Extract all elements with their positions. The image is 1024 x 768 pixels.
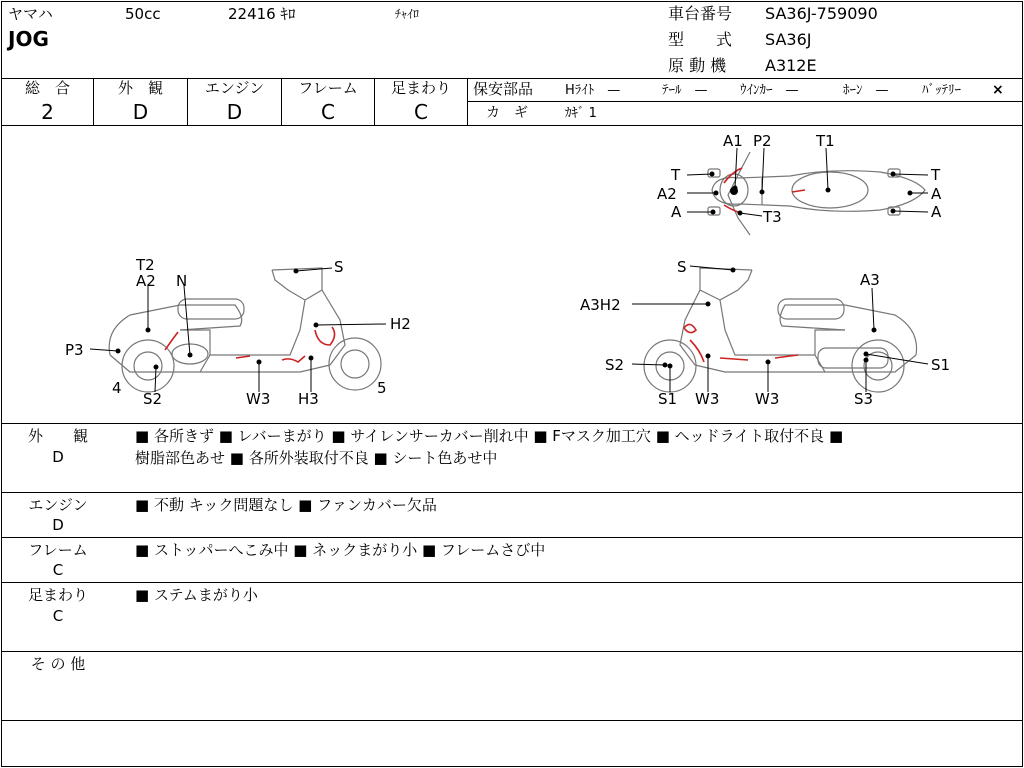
note-engine-label: エンジン	[28, 496, 88, 514]
frame-no-label: 車台番号	[668, 4, 733, 23]
label-a: A	[931, 203, 942, 221]
key-value: ｶｷﾞ 1	[565, 106, 597, 121]
safety-headlight: Hﾗｲﾄ —	[565, 83, 621, 98]
note-exterior-grade: D	[52, 448, 64, 466]
label-a1: A1	[723, 132, 743, 150]
label-p3: P3	[65, 341, 84, 359]
label-a3: A3	[860, 271, 880, 289]
divider	[2, 582, 1022, 583]
note-exterior-label: 外 観	[27, 427, 88, 445]
label-s: S	[677, 258, 687, 276]
note-other-label: そ の 他	[30, 655, 86, 673]
frame-grade: C	[321, 100, 335, 124]
label-t: T	[671, 166, 681, 184]
engine-grade: D	[226, 100, 243, 124]
engine-grade-label: エンジン	[204, 79, 265, 97]
label-w3: W3	[755, 390, 780, 408]
safety-tail: ﾃｰﾙ —	[662, 83, 708, 98]
top-view-leaders	[687, 148, 928, 216]
right-side-leaders	[632, 266, 928, 392]
overall-label: 総 合	[24, 79, 70, 97]
label-h3: H3	[298, 390, 319, 408]
note-frame-line: ■ ストッパーへこみ中 ■ ネックまがり小 ■ フレームさび中	[135, 541, 546, 559]
key-label: カ ギ	[486, 105, 528, 121]
divider	[2, 423, 1022, 424]
note-engine-grade: D	[52, 516, 64, 534]
divider	[2, 651, 1022, 652]
note-frame-label: フレーム	[28, 541, 88, 559]
suspension-grade-label: 足まわり	[390, 79, 451, 97]
right-side-damage	[684, 324, 798, 362]
engine-label: 原 動 機	[668, 56, 727, 75]
header-note: ﾁｬｲﾛ	[395, 7, 420, 21]
label-4: 4	[112, 379, 122, 397]
safety-label: 保安部品	[473, 80, 534, 98]
displacement: 50cc	[125, 5, 161, 23]
exterior-grade: D	[132, 100, 149, 124]
top-view	[708, 152, 925, 235]
label-t1: T1	[816, 132, 835, 150]
model-name: JOG	[8, 27, 49, 51]
mileage: 22416 ｷﾛ	[228, 5, 296, 23]
label-s: S	[334, 258, 344, 276]
label-a2: A2	[657, 185, 677, 203]
label-a3h2: A3H2	[580, 296, 621, 314]
overall-grade: 2	[41, 100, 54, 124]
label-w3: W3	[695, 390, 720, 408]
divider	[2, 720, 1022, 721]
type-label: 型 式	[668, 30, 733, 49]
label-s3: S3	[854, 390, 874, 408]
label-h2: H2	[390, 315, 411, 333]
label-a: A	[931, 185, 942, 203]
label-s2: S2	[143, 390, 163, 408]
safety-battery: ﾊﾞｯﾃﾘｰ	[922, 83, 961, 98]
note-engine-line: ■ 不動 キック問題なし ■ ファンカバー欠品	[135, 496, 437, 514]
label-w3: W3	[246, 390, 271, 408]
label-s1: S1	[658, 390, 678, 408]
label-5: 5	[377, 379, 387, 397]
note-suspension-line: ■ ステムまがり小	[135, 586, 258, 604]
note-exterior-line: 樹脂部色あせ ■ 各所外装取付不良 ■ シート色あせ中	[135, 449, 498, 467]
type-value: SA36J	[765, 30, 812, 49]
frame-no: SA36J-759090	[765, 4, 878, 23]
label-n: N	[176, 272, 188, 290]
note-suspension-label: 足まわり	[27, 586, 88, 604]
safety-horn: ﾎｰﾝ —	[843, 83, 889, 98]
label-a: A	[671, 203, 682, 221]
label-t2: T2	[136, 256, 155, 274]
battery-mark: ×	[992, 82, 1004, 98]
exterior-label: 外 観	[117, 79, 163, 97]
label-p2: P2	[753, 132, 772, 150]
divider	[2, 537, 1022, 538]
label-s1: S1	[931, 356, 951, 374]
label-s2: S2	[605, 356, 625, 374]
note-suspension-grade: C	[52, 607, 64, 625]
note-frame-grade: C	[52, 561, 64, 579]
engine-value: A312E	[765, 56, 817, 75]
note-exterior-line: ■ 各所きず ■ レバーまがり ■ サイレンサーカバー削れ中 ■ Fマスク加工穴 ■ ヘッドライト取付不良 ■	[135, 427, 844, 445]
safety-winker: ｳｲﾝｶｰ —	[740, 83, 799, 98]
frame-grade-label: フレーム	[298, 79, 358, 97]
divider	[2, 492, 1022, 493]
label-t3: T3	[763, 208, 782, 226]
label-t: T	[931, 166, 941, 184]
label-a2: A2	[136, 272, 156, 290]
suspension-grade: C	[414, 100, 428, 124]
maker: ヤマハ	[8, 5, 53, 23]
